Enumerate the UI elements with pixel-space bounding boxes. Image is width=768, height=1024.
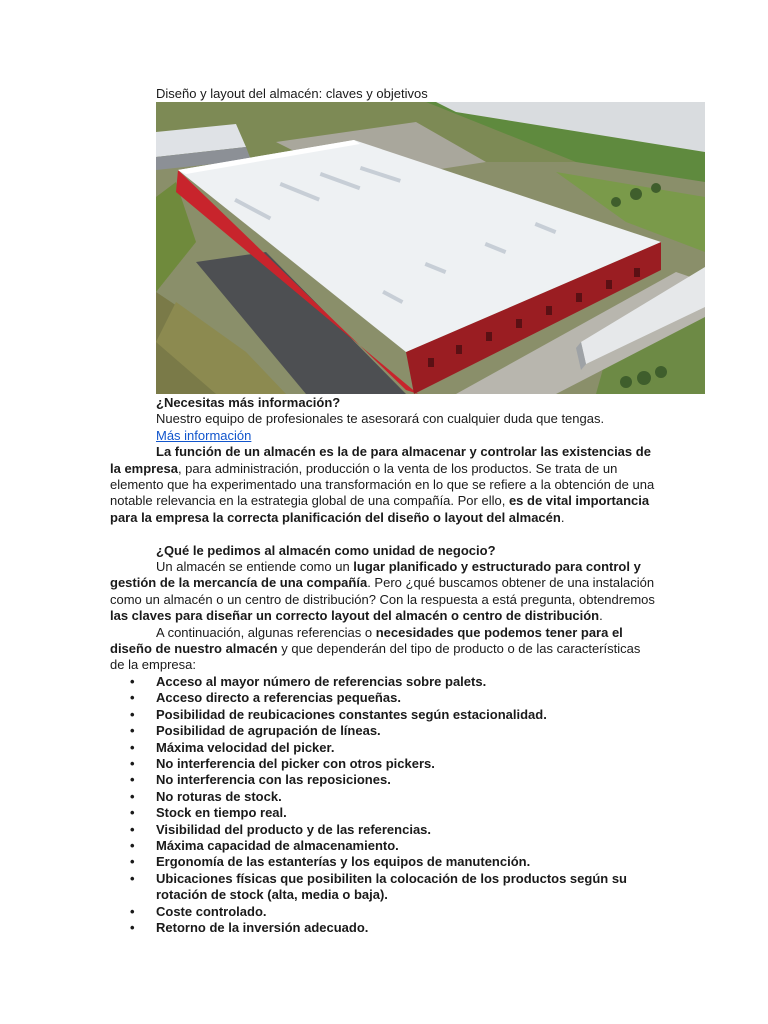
bullet-icon: • bbox=[130, 919, 135, 935]
list-item: • No interferencia con las reposiciones. bbox=[130, 772, 391, 788]
bullet-icon: • bbox=[130, 805, 135, 821]
info-text: Nuestro equipo de profesionales te asesorará con cualquier duda que tengas. bbox=[156, 411, 605, 427]
document-body bbox=[110, 395, 658, 936]
section-paragraph-1 bbox=[110, 559, 658, 625]
more-info-link[interactable]: Más información bbox=[156, 427, 252, 443]
bullet-icon: • bbox=[130, 723, 135, 739]
bullet-icon: • bbox=[130, 739, 135, 755]
list-item: • Coste controlado. bbox=[130, 903, 267, 919]
intro-text-1: , para administración, producción o la venta de los productos. Se trata de un elemento que ha experimentado una transformación en lo que se refiere a la obtención de una notable relevancia en la estrategia global de una compañía. Por ello, bbox=[110, 460, 655, 509]
list-item: • Stock en tiempo real. bbox=[130, 805, 287, 821]
bullet-icon: • bbox=[130, 706, 135, 722]
p2-bold-1: lugar planificado y estructurado para control y gestión de la mercancía de una compañía bbox=[110, 559, 641, 591]
document-title: Diseño y layout del almacén: claves y objetivos bbox=[156, 86, 428, 101]
bullet-icon: • bbox=[130, 788, 135, 804]
bullet-icon: • bbox=[130, 673, 135, 689]
list-item: • Ubicaciones físicas que posibiliten la colocación de los productos según su rotación de stock (alta, media o baja). bbox=[130, 870, 627, 903]
list-item: • Máxima velocidad del picker. bbox=[130, 739, 335, 755]
list-item: • No interferencia del picker con otros pickers. bbox=[130, 755, 435, 771]
list-item: • Visibilidad del producto y de las referencias. bbox=[130, 821, 432, 837]
p2-text-1: Un almacén se entiende como un bbox=[156, 559, 354, 575]
list-item: • Ergonomía de las estanterías y los equipos de manutención. bbox=[130, 854, 531, 870]
intro-text-2: . bbox=[560, 509, 565, 525]
bullet-icon: • bbox=[130, 755, 135, 771]
p3-text-1: A continuación, algunas referencias o bbox=[156, 624, 376, 640]
bullet-icon: • bbox=[130, 690, 135, 706]
section-heading: ¿Qué le pedimos al almacén como unidad de negocio? bbox=[156, 542, 496, 558]
info-heading: ¿Necesitas más información? bbox=[156, 395, 341, 410]
p2-bold-2: las claves para diseñar un correcto layout del almacén o centro de distribución bbox=[110, 608, 600, 624]
intro-bold-2: es de vital importancia para la empresa la correcta planificación del diseño o layout del almacén bbox=[110, 493, 650, 525]
p2-text-2: . Pero ¿qué buscamos obtener de una instalación como un almacén o un centro de distribución? Con la respuesta a está pregunta, obtendremos bbox=[110, 575, 655, 607]
list-item: • No roturas de stock. bbox=[130, 788, 282, 804]
intro-bold-1: La función de un almacén es la de para almacenar y controlar las existencias de la empresa bbox=[110, 444, 651, 476]
section-paragraph-2 bbox=[110, 625, 658, 674]
p3-text-2: y que dependerán del tipo de producto o de las características de la empresa: bbox=[110, 641, 641, 673]
list-item: • Acceso al mayor número de referencias sobre palets. bbox=[130, 673, 487, 689]
bullet-icon: • bbox=[130, 837, 135, 853]
p2-text-3: . bbox=[599, 608, 603, 624]
needs-list bbox=[110, 674, 658, 937]
warehouse-photo bbox=[156, 102, 705, 394]
list-item: • Posibilidad de reubicaciones constantes según estacionalidad. bbox=[130, 706, 547, 722]
bullet-icon: • bbox=[130, 854, 135, 870]
p3-bold-1: necesidades que podemos tener para el diseño de nuestro almacén bbox=[110, 624, 623, 657]
bullet-icon: • bbox=[130, 772, 135, 788]
bullet-icon: • bbox=[130, 870, 135, 886]
list-item: • Acceso directo a referencias pequeñas. bbox=[130, 690, 401, 706]
list-item: • Posibilidad de agrupación de líneas. bbox=[130, 723, 381, 739]
intro-paragraph bbox=[110, 444, 658, 526]
list-item: • Retorno de la inversión adecuado. bbox=[130, 919, 369, 935]
bullet-icon: • bbox=[130, 821, 135, 837]
list-item: • Máxima capacidad de almacenamiento. bbox=[130, 837, 399, 853]
bullet-icon: • bbox=[130, 903, 135, 919]
